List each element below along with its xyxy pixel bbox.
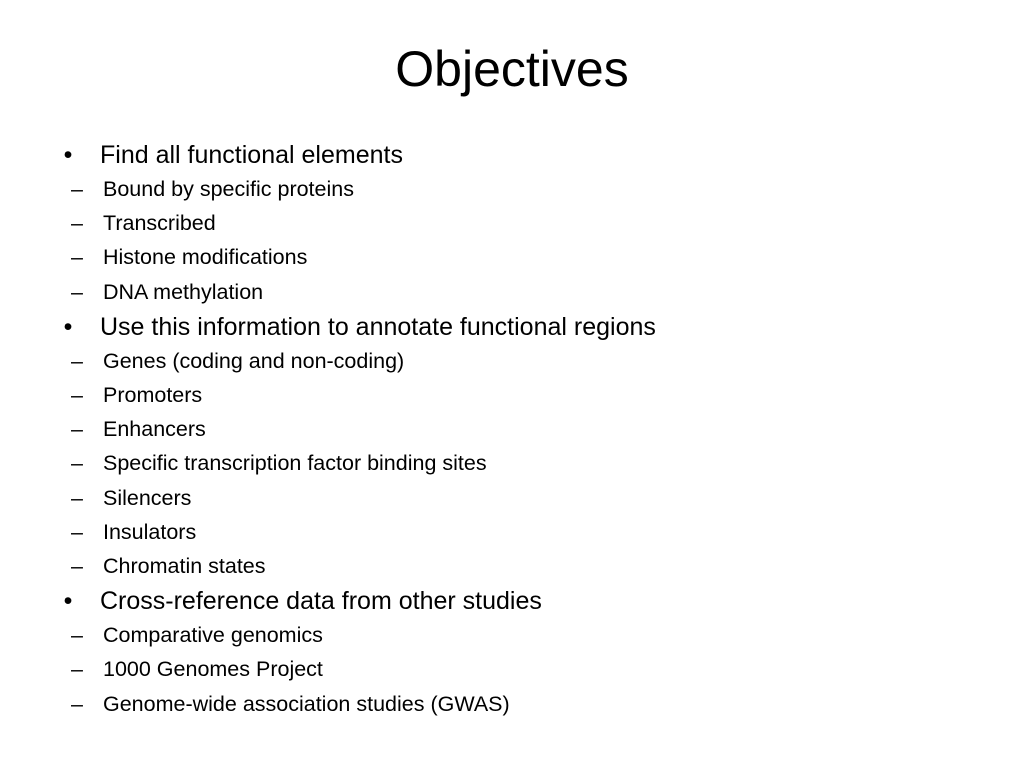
sub-bullet-item xyxy=(71,172,988,206)
sub-bullet-text: Chromatin states xyxy=(103,554,266,579)
sub-bullet-text: Bound by specific proteins xyxy=(103,177,354,201)
sub-bullet-marker: – xyxy=(71,211,83,236)
sub-bullet-marker: – xyxy=(71,383,83,408)
sub-bullet-text: DNA methylation xyxy=(103,279,264,304)
bullet-marker: • xyxy=(63,312,73,341)
bullet-text: Find all functional elements xyxy=(100,141,403,169)
sub-bullet-item xyxy=(71,652,988,686)
sub-bullet-marker: – xyxy=(71,691,83,716)
sub-bullet-item xyxy=(71,481,988,515)
sub-bullet-text: Histone modifications xyxy=(103,245,308,270)
sub-bullet-item xyxy=(71,687,988,721)
sub-bullet-text: Insulators xyxy=(103,519,197,544)
sub-bullet-item xyxy=(71,412,988,446)
sub-bullet-text: Promoters xyxy=(103,383,203,408)
sub-bullet-item xyxy=(71,378,988,412)
sub-bullet-marker: – xyxy=(71,485,83,510)
sub-bullet-text: 1000 Genomes Project xyxy=(103,657,323,682)
bullet-text: Use this information to annotate functional regions xyxy=(100,312,656,341)
bullet-marker: • xyxy=(63,141,73,169)
sub-bullet-marker: – xyxy=(71,348,83,373)
sub-bullet-item xyxy=(71,240,988,274)
sub-bullet-list xyxy=(58,172,988,309)
sub-bullet-item xyxy=(71,549,988,583)
bullet-item xyxy=(58,138,988,172)
sub-bullet-text: Genes (coding and non-coding) xyxy=(103,348,405,373)
sub-bullet-text: Silencers xyxy=(103,485,192,510)
sub-bullet-item xyxy=(71,515,988,549)
bullet-marker: • xyxy=(63,587,73,616)
sub-bullet-list xyxy=(58,344,988,583)
sub-bullet-marker: – xyxy=(71,451,83,476)
bullet-text: Cross-reference data from other studies xyxy=(100,587,542,616)
sub-bullet-marker: – xyxy=(71,245,83,270)
sub-bullet-item xyxy=(71,275,988,309)
sub-bullet-item xyxy=(71,618,988,652)
sub-bullet-text: Comparative genomics xyxy=(103,623,323,648)
sub-bullet-marker: – xyxy=(71,417,83,442)
sub-bullet-item xyxy=(71,446,988,480)
sub-bullet-text: Transcribed xyxy=(103,211,216,236)
sub-bullet-list xyxy=(58,618,988,721)
sub-bullet-marker: – xyxy=(71,623,83,648)
slide-title: Objectives xyxy=(395,41,629,97)
sub-bullet-text: Genome-wide association studies (GWAS) xyxy=(103,691,510,716)
sub-bullet-marker: – xyxy=(71,519,83,544)
sub-bullet-marker: – xyxy=(71,177,83,201)
sub-bullet-marker: – xyxy=(71,554,83,579)
sub-bullet-item xyxy=(71,206,988,240)
sub-bullet-marker: – xyxy=(71,279,83,304)
sub-bullet-item xyxy=(71,344,988,378)
sub-bullet-marker: – xyxy=(71,657,83,682)
bullet-list xyxy=(58,138,988,722)
sub-bullet-text: Specific transcription factor binding sites xyxy=(103,451,487,476)
sub-bullet-text: Enhancers xyxy=(103,417,206,442)
bullet-item xyxy=(58,584,988,618)
bullet-item xyxy=(58,310,988,344)
